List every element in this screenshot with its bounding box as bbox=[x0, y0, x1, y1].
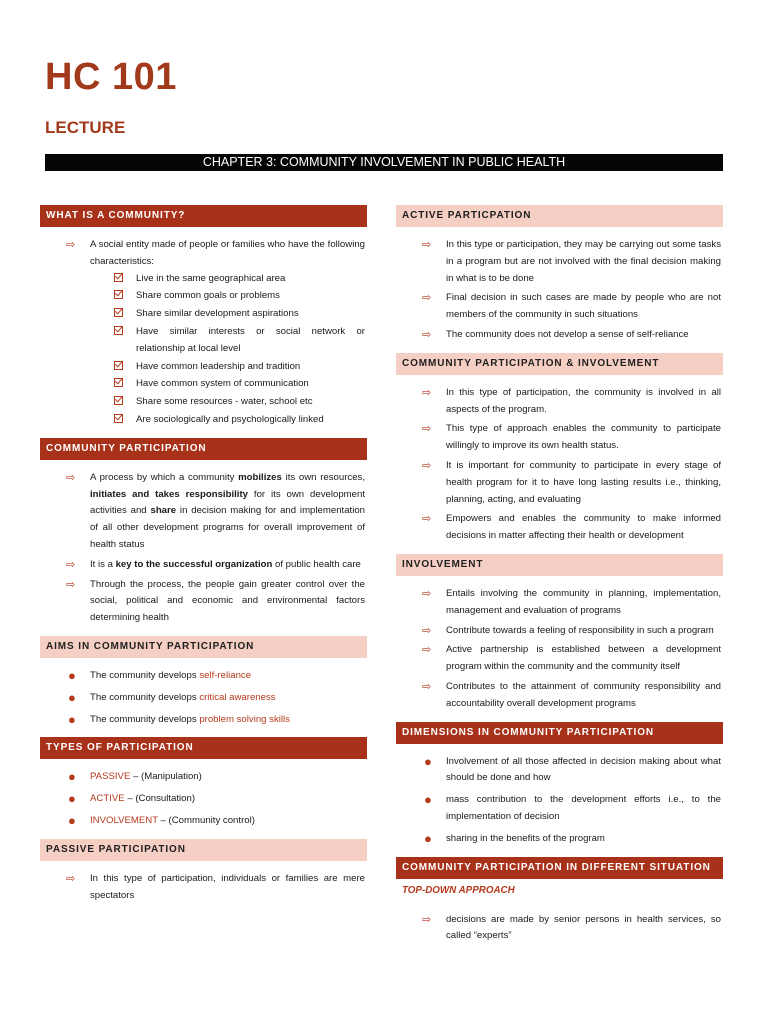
list-item bbox=[90, 306, 365, 323]
list-item bbox=[396, 679, 723, 713]
section-heading-community-participation: COMMUNITY PARTICIPATION bbox=[40, 438, 367, 460]
list-item bbox=[40, 470, 367, 554]
section-heading-what-is-community: WHAT IS A COMMUNITY? bbox=[40, 205, 367, 227]
list-item bbox=[40, 668, 367, 685]
section-heading-dimensions: DIMENSIONS IN COMMUNITY PARTICIPATION bbox=[396, 722, 723, 744]
list-item bbox=[40, 577, 367, 627]
list-item bbox=[90, 271, 365, 288]
text-run: The community develops bbox=[90, 669, 200, 681]
list-item bbox=[396, 642, 723, 676]
arrow-bullet-icon: ⇨ bbox=[66, 239, 76, 251]
text-run: Involvement of all those affected in decision making about what should be done and how bbox=[446, 755, 721, 784]
list-item bbox=[40, 712, 367, 729]
characteristic-text: Live in the same geographical area bbox=[136, 272, 286, 284]
right-column bbox=[396, 205, 723, 948]
arrow-bullet-icon: ⇨ bbox=[422, 913, 432, 926]
characteristics-list bbox=[90, 271, 365, 429]
aims-list bbox=[40, 668, 367, 728]
list-item bbox=[396, 623, 723, 640]
list-item bbox=[396, 290, 723, 324]
list-item bbox=[396, 421, 723, 455]
list-item bbox=[90, 324, 365, 358]
checkbox-icon bbox=[114, 396, 123, 405]
text-run: Active partnership is established between a development program within the community and the community itself bbox=[446, 644, 721, 673]
left-column bbox=[40, 205, 367, 907]
highlight-text: self-reliance bbox=[199, 669, 252, 681]
arrow-bullet-icon: ⇨ bbox=[66, 558, 76, 571]
section-heading-active: ACTIVE PARTICPATION bbox=[396, 205, 723, 227]
community-participation-list bbox=[40, 470, 367, 627]
text-run: sharing in the benefits of the program bbox=[446, 832, 605, 844]
dot-bullet-icon: ● bbox=[68, 791, 76, 807]
checkbox-icon bbox=[114, 378, 123, 387]
arrow-bullet-icon: ⇨ bbox=[422, 459, 432, 472]
arrow-bullet-icon: ⇨ bbox=[422, 386, 432, 399]
list-item bbox=[396, 385, 723, 419]
type-name: PASSIVE bbox=[90, 771, 131, 783]
different-situation-list bbox=[396, 912, 723, 946]
section-heading-involvement: INVOLVEMENT bbox=[396, 554, 723, 576]
arrow-bullet-icon: ⇨ bbox=[66, 471, 76, 484]
text-run: The community develops bbox=[90, 691, 200, 703]
arrow-bullet-icon: ⇨ bbox=[422, 624, 432, 637]
list-item bbox=[90, 412, 365, 429]
list-item bbox=[90, 288, 365, 305]
text-run: in decision making for and implementation of all other development programs for overall improvement of health status bbox=[90, 505, 365, 550]
checkbox-icon bbox=[114, 290, 123, 299]
highlight-text: problem solving skills bbox=[199, 713, 290, 725]
arrow-bullet-icon: ⇨ bbox=[66, 578, 76, 591]
text-run: its own resources, bbox=[281, 471, 365, 483]
type-desc: – (Community control) bbox=[157, 814, 255, 826]
chapter-banner: CHAPTER 3: COMMUNITY INVOLVEMENT IN PUBLIC HEALTH bbox=[45, 154, 723, 171]
list-item bbox=[396, 754, 723, 788]
checkbox-icon bbox=[114, 361, 123, 370]
list-item bbox=[40, 557, 367, 574]
dot-bullet-icon: ● bbox=[424, 753, 432, 769]
text-run: The community does not develop a sense of self-reliance bbox=[446, 328, 689, 340]
characteristic-text: Have common leadership and tradition bbox=[136, 360, 301, 372]
text-run: This type of approach enables the community to participate willingly to improve its own health status. bbox=[446, 423, 721, 452]
active-list bbox=[396, 237, 723, 344]
characteristic-text: Share similar development aspirations bbox=[136, 308, 299, 320]
text-run: decisions are made by senior persons in health services, so called “experts” bbox=[446, 913, 721, 942]
page-title: HC 101 bbox=[45, 56, 177, 98]
text-run: It is a bbox=[90, 558, 116, 570]
text-run: Entails involving the community in planning, implementation, management and evaluation of programs bbox=[446, 587, 721, 616]
bold-text: share bbox=[150, 505, 177, 517]
text-run: In this type of participation, individuals or families are mere spectators bbox=[90, 872, 365, 901]
section-heading-passive: PASSIVE PARTICIPATION bbox=[40, 839, 367, 861]
list-item bbox=[396, 831, 723, 848]
bold-text: mobilizes bbox=[238, 471, 282, 483]
list-item bbox=[396, 912, 723, 946]
text-run: The community develops bbox=[90, 713, 200, 725]
list-item bbox=[40, 791, 367, 808]
section-heading-different-situation: COMMUNITY PARTICIPATION IN DIFFERENT SITUATION bbox=[396, 857, 723, 879]
arrow-bullet-icon: ⇨ bbox=[422, 513, 432, 526]
approach-subheading: TOP-DOWN APPROACH bbox=[402, 884, 515, 896]
list-item bbox=[396, 237, 723, 287]
dot-bullet-icon: ● bbox=[424, 830, 432, 846]
checkbox-icon bbox=[114, 414, 123, 423]
arrow-bullet-icon: ⇨ bbox=[422, 328, 432, 341]
characteristic-text: Are sociologically and psychologically linked bbox=[136, 413, 324, 425]
list-item bbox=[396, 327, 723, 344]
text-run: In this type or participation, they may be carrying out some tasks in a program but are not involved with the final decision making in what is to be done bbox=[446, 239, 721, 284]
list-item bbox=[396, 586, 723, 620]
type-name: INVOLVEMENT bbox=[90, 814, 158, 826]
types-list bbox=[40, 769, 367, 829]
text-run: Contributes to the attainment of community responsibility and accountability overall development programs bbox=[446, 680, 721, 709]
arrow-bullet-icon: ⇨ bbox=[422, 644, 432, 657]
checkbox-icon bbox=[114, 308, 123, 317]
text-run: of public health care bbox=[272, 558, 361, 570]
dimensions-list bbox=[396, 754, 723, 848]
involvement-list bbox=[396, 586, 723, 713]
checkbox-icon bbox=[114, 273, 123, 282]
community-intro-text: A social entity made of people or families who have the following characteristics: bbox=[90, 239, 365, 267]
arrow-bullet-icon: ⇨ bbox=[422, 423, 432, 436]
list-item bbox=[90, 394, 365, 411]
type-name: ACTIVE bbox=[90, 793, 125, 805]
characteristic-text: Share some resources - water, school etc bbox=[136, 396, 313, 408]
dot-bullet-icon: ● bbox=[68, 667, 76, 683]
text-run: Empowers and enables the community to make informed decisions in matter affecting their health or development bbox=[446, 513, 721, 542]
type-desc: – (Consultation) bbox=[124, 793, 196, 805]
list-item bbox=[396, 511, 723, 545]
what-is-community-list bbox=[40, 237, 367, 429]
dot-bullet-icon: ● bbox=[68, 812, 76, 828]
list-item bbox=[40, 813, 367, 830]
arrow-bullet-icon: ⇨ bbox=[422, 239, 432, 251]
dot-bullet-icon: ● bbox=[68, 769, 76, 785]
text-run: mass contribution to the development efforts i.e., to the implementation of decision bbox=[446, 794, 721, 822]
checkbox-icon bbox=[114, 326, 123, 335]
list-item bbox=[40, 237, 367, 429]
text-run: In this type of participation, the community is involved in all aspects of the program. bbox=[446, 386, 721, 415]
arrow-bullet-icon: ⇨ bbox=[422, 292, 432, 305]
dot-bullet-icon: ● bbox=[424, 792, 432, 808]
text-run: for its own development activities and bbox=[90, 488, 365, 517]
section-heading-types: TYPES OF PARTICIPATION bbox=[40, 737, 367, 759]
list-item bbox=[396, 458, 723, 508]
bold-text: key to the successful organization bbox=[115, 558, 273, 570]
bold-text: initiates and takes responsibility bbox=[90, 488, 248, 500]
text-run: A process by which a community bbox=[90, 471, 239, 483]
text-run: It is important for community to participate in every stage of health program for it to have long lasting results i.e., thinking, planning, acting, and evaluating bbox=[446, 459, 721, 505]
page-subtitle: LECTURE bbox=[45, 118, 126, 137]
characteristic-text: Have similar interests or social network or relationship at local level bbox=[136, 325, 365, 354]
dot-bullet-icon: ● bbox=[68, 711, 76, 727]
text-run: Final decision in such cases are made by people who are not members of the community in such situations bbox=[446, 292, 721, 321]
characteristic-text: Have common system of communication bbox=[136, 378, 309, 390]
text-run: Contribute towards a feeling of responsibility in such a program bbox=[446, 624, 714, 636]
list-item bbox=[90, 376, 365, 393]
section-heading-aims: AIMS IN COMMUNITY PARTICIPATION bbox=[40, 636, 367, 658]
characteristic-text: Share common goals or problems bbox=[136, 290, 280, 302]
text-run: Through the process, the people gain greater control over the social, political and economic and environmental factors determining health bbox=[90, 578, 365, 624]
list-item bbox=[90, 359, 365, 376]
type-desc: – (Manipulation) bbox=[130, 771, 202, 783]
highlight-text: critical awareness bbox=[199, 691, 276, 703]
list-item bbox=[40, 871, 367, 905]
section-heading-participation-involvement: COMMUNITY PARTICIPATION & INVOLVEMENT bbox=[396, 353, 723, 375]
arrow-bullet-icon: ⇨ bbox=[422, 680, 432, 693]
participation-involvement-list bbox=[396, 385, 723, 545]
list-item bbox=[40, 769, 367, 786]
list-item bbox=[40, 690, 367, 707]
arrow-bullet-icon: ⇨ bbox=[422, 587, 432, 600]
arrow-bullet-icon: ⇨ bbox=[66, 872, 76, 885]
dot-bullet-icon: ● bbox=[68, 689, 76, 705]
passive-list bbox=[40, 871, 367, 905]
list-item bbox=[396, 792, 723, 826]
